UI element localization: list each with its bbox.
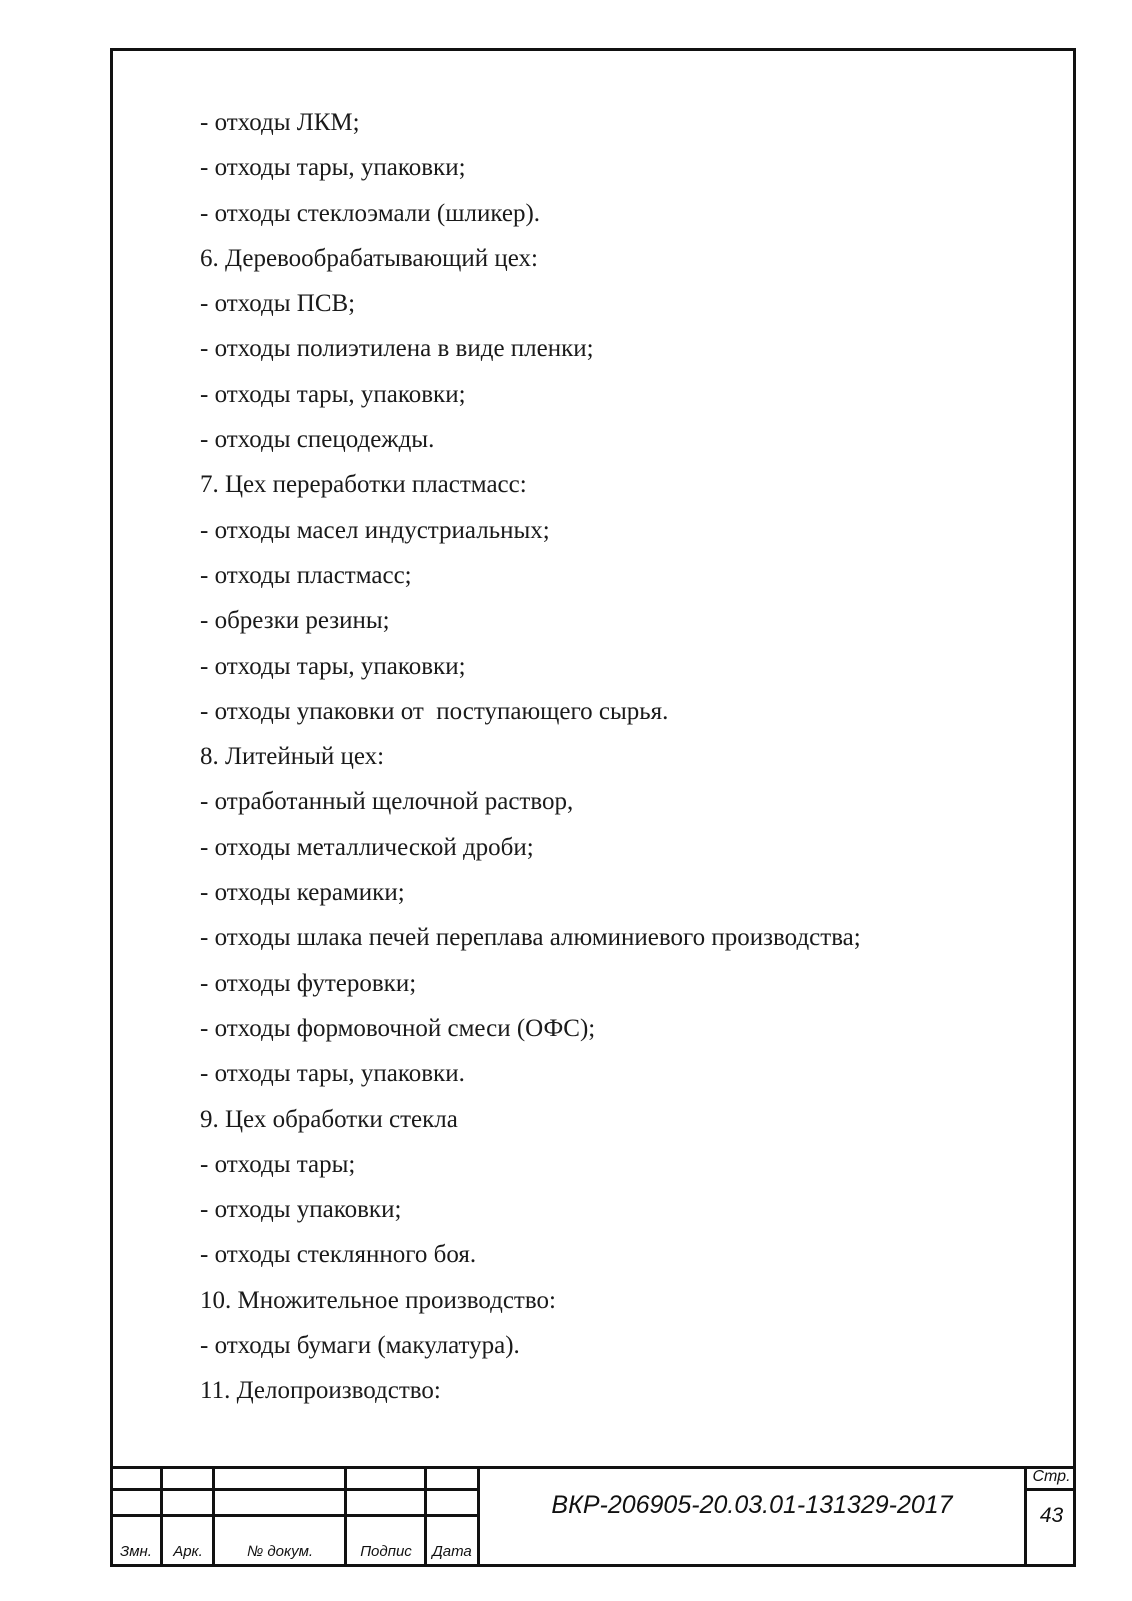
- text-line: - отходы тары, упаковки;: [200, 380, 466, 408]
- doc-number-label: № докум.: [246, 1543, 314, 1560]
- text-line: - отходы упаковки от поступающего сырья.: [200, 697, 669, 725]
- text-line: - отходы тары, упаковки;: [200, 652, 466, 680]
- page-label: Стр.: [1032, 1468, 1071, 1485]
- page-cell-divider: [1026, 1488, 1076, 1491]
- text-line: - отходы тары;: [200, 1150, 356, 1178]
- section-heading: 11. Делопроизводство:: [200, 1377, 441, 1405]
- text-line: - отходы металлической дроби;: [200, 833, 534, 861]
- text-line: - отходы ЛКМ;: [200, 109, 360, 136]
- text-line: - отходы масел индустриальных;: [200, 516, 550, 544]
- text-line: - отходы тары, упаковки;: [200, 154, 466, 182]
- date-label: Дата: [432, 1543, 472, 1560]
- signature-label: Подпис: [360, 1543, 412, 1560]
- section-heading: 7. Цех переработки пластмасс:: [200, 471, 527, 499]
- text-line: - отходы стеклоэмали (шликер).: [200, 199, 541, 227]
- text-line: - отходы керамики;: [200, 879, 405, 907]
- sheet-label: Арк.: [173, 1543, 203, 1560]
- text-line: - отходы шлака печей переплава алюминиевого производства;: [200, 924, 861, 952]
- text-line: - отходы стеклянного боя.: [200, 1241, 477, 1269]
- text-line: - отходы тары, упаковки.: [200, 1060, 465, 1088]
- text-line: - отходы упаковки;: [200, 1196, 402, 1224]
- text-line: - отходы ПСВ;: [200, 290, 356, 318]
- title-block: [110, 1466, 1076, 1567]
- text-line: - обрезки резины;: [200, 607, 390, 635]
- text-line: - отходы полиэтилена в виде пленки;: [200, 335, 594, 363]
- document-body: [200, 100, 1060, 1414]
- page-number: 43: [1039, 1504, 1064, 1527]
- document-designation: ВКР-206905-20.03.01-131329-2017: [551, 1491, 953, 1519]
- section-heading: 9. Цех обработки стекла: [200, 1105, 458, 1133]
- text-line: - отработанный щелочной раствор,: [200, 788, 574, 816]
- text-line: - отходы бумаги (макулатура).: [200, 1332, 520, 1360]
- title-block-top-border: [110, 1466, 1076, 1469]
- text-line: - отходы формовочной смеси (ОФС);: [200, 1014, 596, 1042]
- change-label: Змн.: [120, 1543, 152, 1560]
- section-heading: 10. Множительное производство:: [200, 1286, 556, 1314]
- section-heading: 6. Деревообрабатывающий цех:: [200, 244, 538, 272]
- section-heading: 8. Литейный цех:: [200, 743, 385, 771]
- text-line: - отходы футеровки;: [200, 969, 417, 997]
- text-line: - отходы спецодежды.: [200, 426, 435, 454]
- text-line: - отходы пластмасс;: [200, 561, 412, 589]
